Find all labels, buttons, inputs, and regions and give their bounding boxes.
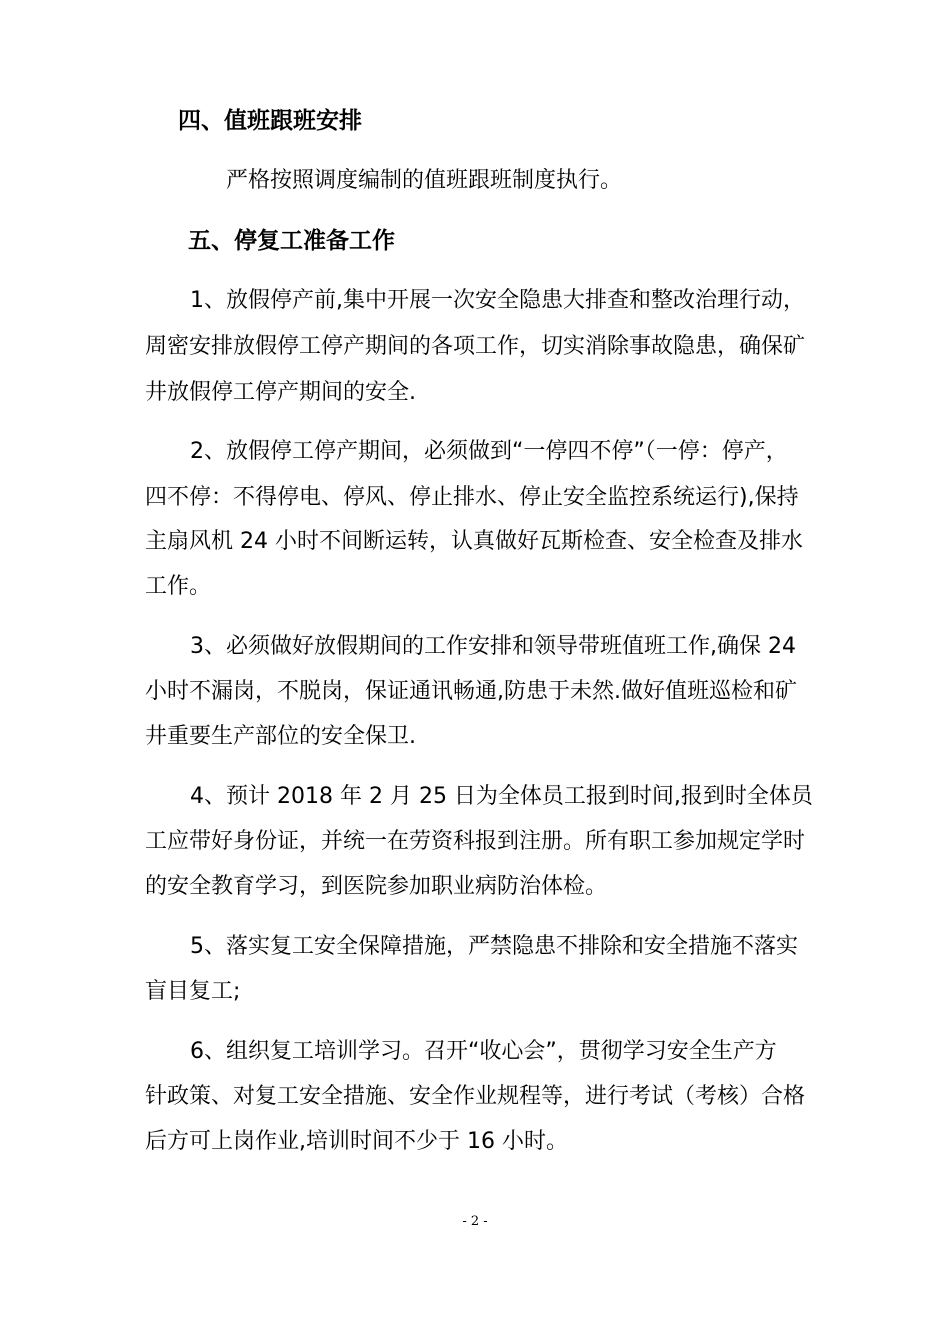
item-6-line-2: 针政策、对复工安全措施、安全作业规程等，进行考试（考核）合格	[145, 1084, 806, 1109]
item-1-line-1: 1、放假停产前,集中开展一次安全隐患大排查和整改治理行动，	[190, 288, 805, 313]
item-3-line-1: 3、必须做好放假期间的工作安排和领导带班值班工作,确保 24	[190, 634, 796, 659]
page-number: - 2 -	[462, 1214, 488, 1229]
section-4-body: 严格按照调度编制的值班跟班制度执行。	[226, 168, 623, 193]
item-6-line-3: 后方可上岗作业,培训时间不少于 16 小时。	[145, 1129, 568, 1154]
item-3-line-3: 井重要生产部位的安全保卫.	[145, 724, 416, 749]
item-5-line-1: 5、落实复工安全保障措施，严禁隐患不排除和安全措施不落实	[190, 934, 798, 959]
item-3-line-2: 小时不漏岗，不脱岗，保证通讯畅通,防患于未然.做好值班巡检和矿	[145, 679, 797, 704]
item-4-line-3: 的安全教育学习，到医院参加职业病防治体检。	[145, 874, 608, 899]
section-5-heading: 五、停复工准备工作	[188, 228, 395, 254]
section-4-heading: 四、值班跟班安排	[178, 108, 362, 134]
item-2-line-2: 四不停：不得停电、停风、停止排水、停止安全监控系统运行),保持	[145, 485, 799, 510]
item-1-line-2: 周密安排放假停工停产期间的各项工作，切实消除事故隐患，确保矿	[145, 334, 806, 359]
item-6-line-1: 6、组织复工培训学习。召开“收心会”，贯彻学习安全生产方	[190, 1039, 777, 1064]
item-4-line-2: 工应带好身份证，并统一在劳资科报到注册。所有职工参加规定学时	[145, 829, 806, 854]
item-2-line-4: 工作。	[145, 574, 212, 599]
item-1-line-3: 井放假停工停产期间的安全.	[145, 380, 416, 405]
item-2-line-3: 主扇风机 24 小时不间断运转，认真做好瓦斯检查、安全检查及排水	[145, 529, 803, 554]
item-2-line-1: 2、放假停工停产期间，必须做到“一停四不停”（一停：停产，	[190, 439, 788, 464]
item-4-line-1: 4、预计 2018 年 2 月 25 日为全体员工报到时间,报到时全体员	[190, 784, 813, 809]
item-5-line-2: 盲目复工;	[145, 979, 241, 1004]
